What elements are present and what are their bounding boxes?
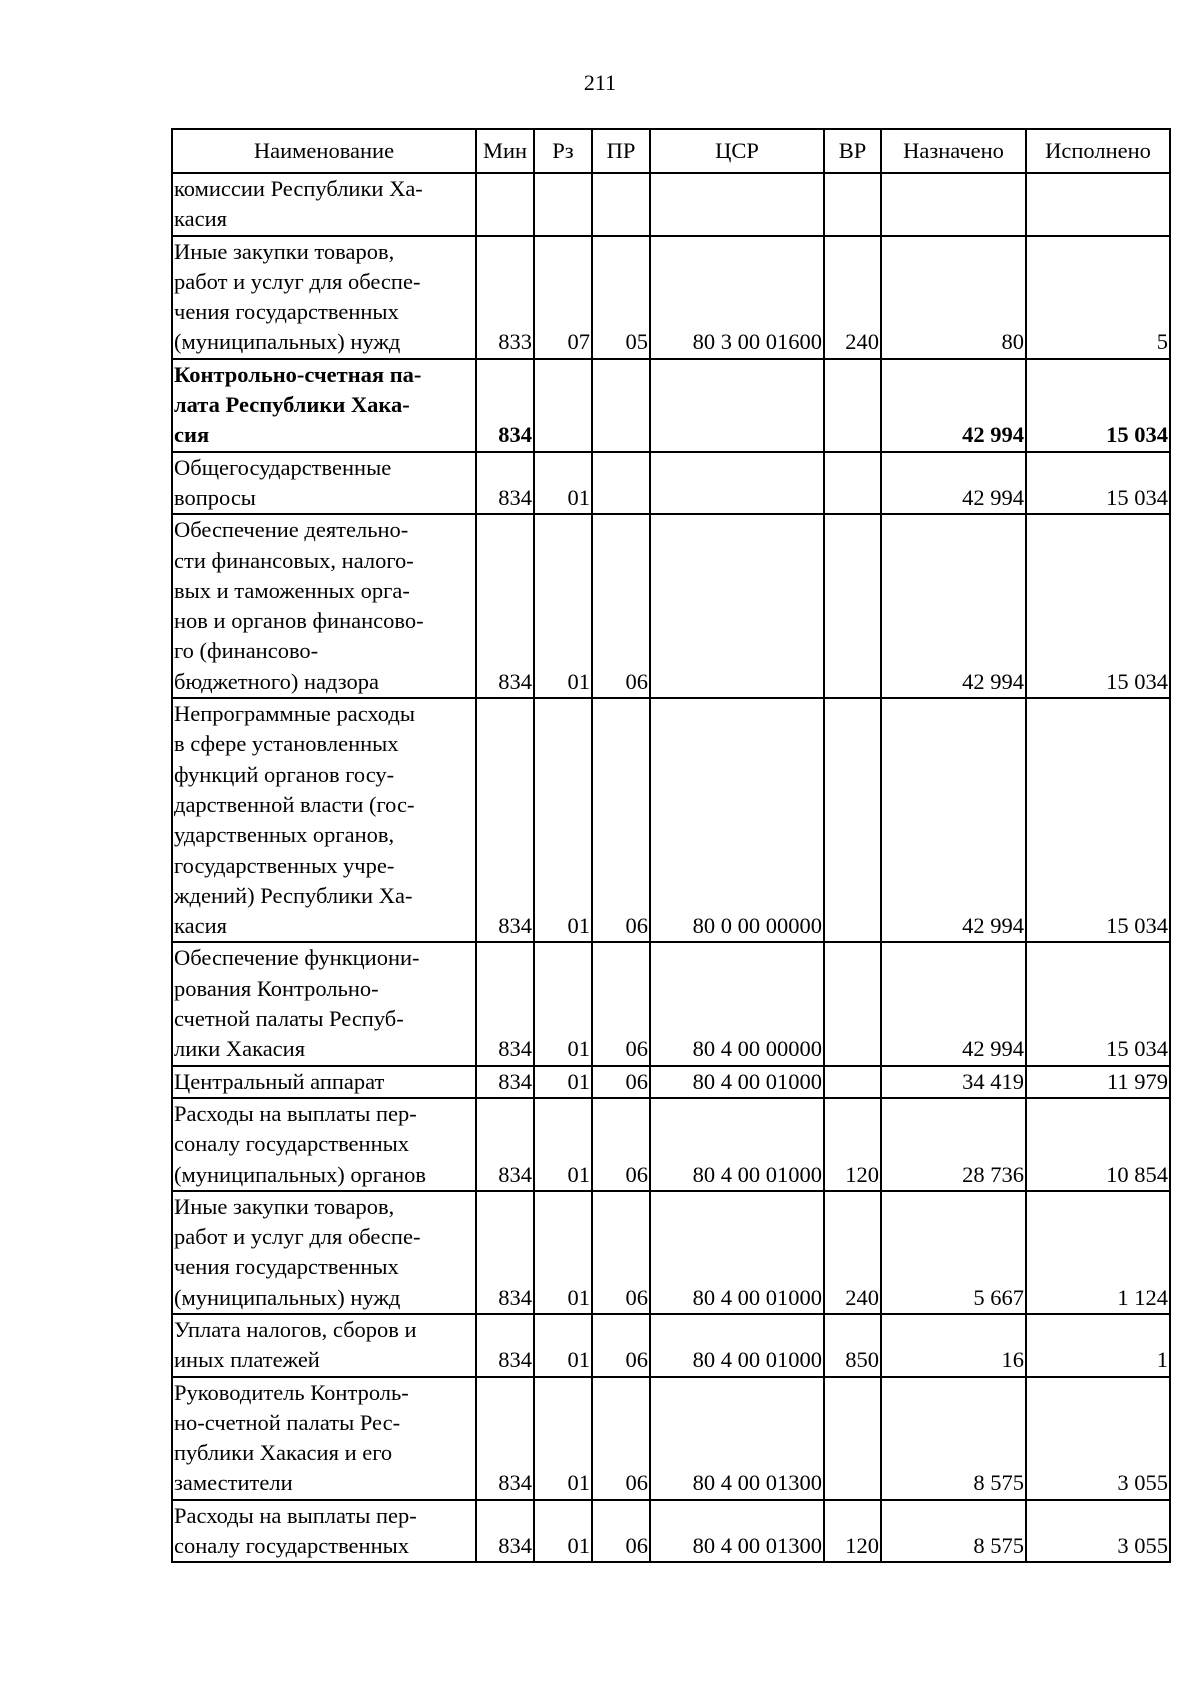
- cell-rz: 01: [534, 1314, 592, 1377]
- table-row: [172, 1377, 1170, 1500]
- cell-min: 834: [476, 1191, 534, 1314]
- column-header-vr: ВР: [824, 129, 881, 173]
- cell-assigned: 42 994: [881, 359, 1026, 452]
- cell-csr: 80 4 00 01300: [650, 1500, 824, 1563]
- cell-assigned: 34 419: [881, 1066, 1026, 1098]
- table-row: [172, 1314, 1170, 1377]
- cell-csr: 80 4 00 01000: [650, 1314, 824, 1377]
- cell-name: комиссии Республики Ха- касия: [172, 173, 476, 236]
- column-header-name: Наименование: [172, 129, 476, 173]
- table-row: [172, 1500, 1170, 1563]
- cell-rz: 01: [534, 1191, 592, 1314]
- cell-name: Расходы на выплаты пер- соналу государственных (муниципальных) органов: [172, 1098, 476, 1191]
- cell-executed: 15 034: [1026, 514, 1170, 698]
- cell-min: 833: [476, 236, 534, 359]
- cell-csr: [650, 514, 824, 698]
- cell-min: 834: [476, 1098, 534, 1191]
- cell-vr: 240: [824, 236, 881, 359]
- table-row: [172, 1066, 1170, 1098]
- cell-executed: 15 034: [1026, 359, 1170, 452]
- table-header-row: [172, 129, 1170, 173]
- table-row: [172, 698, 1170, 942]
- cell-vr: 120: [824, 1098, 881, 1191]
- cell-executed: 5: [1026, 236, 1170, 359]
- cell-rz: 01: [534, 942, 592, 1065]
- cell-min: 834: [476, 359, 534, 452]
- cell-assigned: 28 736: [881, 1098, 1026, 1191]
- cell-assigned: 8 575: [881, 1377, 1026, 1500]
- cell-pr: [592, 452, 650, 515]
- cell-csr: 80 4 00 00000: [650, 942, 824, 1065]
- cell-assigned: 5 667: [881, 1191, 1026, 1314]
- cell-min: 834: [476, 514, 534, 698]
- cell-assigned: [881, 173, 1026, 236]
- cell-min: 834: [476, 698, 534, 942]
- cell-min: 834: [476, 1377, 534, 1500]
- cell-vr: [824, 452, 881, 515]
- table-row: [172, 514, 1170, 698]
- cell-rz: 01: [534, 1500, 592, 1563]
- cell-name: Центральный аппарат: [172, 1066, 476, 1098]
- cell-rz: 01: [534, 514, 592, 698]
- cell-assigned: 42 994: [881, 942, 1026, 1065]
- cell-name: Обеспечение функциони- рования Контрольно- счетной палаты Респуб- лики Хакасия: [172, 942, 476, 1065]
- budget-table: [171, 128, 1171, 1563]
- page-number: 211: [583, 70, 617, 95]
- cell-pr: [592, 359, 650, 452]
- cell-vr: [824, 359, 881, 452]
- cell-assigned: 42 994: [881, 514, 1026, 698]
- cell-assigned: 42 994: [881, 698, 1026, 942]
- cell-name: Обеспечение деятельно- сти финансовых, налого- вых и таможенных орга- нов и органов финансово- го (финансово- бюджетного) надзора: [172, 514, 476, 698]
- cell-pr: 06: [592, 942, 650, 1065]
- column-header-rz: Рз: [534, 129, 592, 173]
- cell-csr: [650, 173, 824, 236]
- table-row: [172, 1191, 1170, 1314]
- cell-pr: 06: [592, 1500, 650, 1563]
- cell-min: 834: [476, 942, 534, 1065]
- cell-csr: 80 4 00 01000: [650, 1098, 824, 1191]
- cell-min: 834: [476, 1314, 534, 1377]
- cell-vr: [824, 942, 881, 1065]
- cell-executed: 15 034: [1026, 942, 1170, 1065]
- cell-csr: 80 4 00 01300: [650, 1377, 824, 1500]
- cell-name: Непрограммные расходы в сфере установленных функций органов госу- дарственной власти (гос- ударственных органов, государственных учре- ждений) Республики Ха- касия: [172, 698, 476, 942]
- cell-csr: [650, 452, 824, 515]
- column-header-min: Мин: [476, 129, 534, 173]
- cell-assigned: 16: [881, 1314, 1026, 1377]
- cell-pr: 06: [592, 1191, 650, 1314]
- table-row: [172, 1098, 1170, 1191]
- cell-executed: 3 055: [1026, 1377, 1170, 1500]
- column-header-assigned: Назначено: [881, 129, 1026, 173]
- column-header-csr: ЦСР: [650, 129, 824, 173]
- cell-pr: 06: [592, 1098, 650, 1191]
- cell-rz: [534, 173, 592, 236]
- cell-name: Общегосударственные вопросы: [172, 452, 476, 515]
- cell-executed: 15 034: [1026, 698, 1170, 942]
- cell-pr: 06: [592, 1377, 650, 1500]
- column-header-pr: ПР: [592, 129, 650, 173]
- cell-vr: 240: [824, 1191, 881, 1314]
- table-row: [172, 173, 1170, 236]
- cell-rz: 01: [534, 1098, 592, 1191]
- cell-executed: 1 124: [1026, 1191, 1170, 1314]
- cell-csr: 80 0 00 00000: [650, 698, 824, 942]
- cell-vr: [824, 173, 881, 236]
- cell-csr: [650, 359, 824, 452]
- cell-name: Контрольно-счетная па- лата Республики Хака- сия: [172, 359, 476, 452]
- cell-executed: 3 055: [1026, 1500, 1170, 1563]
- cell-executed: 1: [1026, 1314, 1170, 1377]
- cell-executed: 10 854: [1026, 1098, 1170, 1191]
- cell-pr: 06: [592, 1314, 650, 1377]
- cell-pr: 06: [592, 514, 650, 698]
- cell-vr: 120: [824, 1500, 881, 1563]
- cell-vr: [824, 698, 881, 942]
- cell-min: 834: [476, 1066, 534, 1098]
- cell-name: Расходы на выплаты пер- соналу государственных: [172, 1500, 476, 1563]
- cell-rz: 01: [534, 698, 592, 942]
- cell-min: [476, 173, 534, 236]
- table-body: [172, 173, 1170, 1562]
- table-row: [172, 236, 1170, 359]
- table-row: [172, 359, 1170, 452]
- column-header-executed: Исполнено: [1026, 129, 1170, 173]
- cell-vr: 850: [824, 1314, 881, 1377]
- cell-pr: 06: [592, 1066, 650, 1098]
- cell-vr: [824, 514, 881, 698]
- cell-rz: 01: [534, 1066, 592, 1098]
- cell-csr: 80 4 00 01000: [650, 1066, 824, 1098]
- cell-name: Иные закупки товаров, работ и услуг для обеспе- чения государственных (муниципальных) нужд: [172, 236, 476, 359]
- table-row: [172, 452, 1170, 515]
- cell-assigned: 42 994: [881, 452, 1026, 515]
- cell-assigned: 8 575: [881, 1500, 1026, 1563]
- cell-pr: 05: [592, 236, 650, 359]
- cell-vr: [824, 1066, 881, 1098]
- cell-name: Руководитель Контроль- но-счетной палаты Рес- публики Хакасия и его заместители: [172, 1377, 476, 1500]
- cell-rz: 07: [534, 236, 592, 359]
- cell-executed: [1026, 173, 1170, 236]
- cell-rz: [534, 359, 592, 452]
- cell-min: 834: [476, 452, 534, 515]
- cell-assigned: 80: [881, 236, 1026, 359]
- cell-pr: 06: [592, 698, 650, 942]
- cell-csr: 80 3 00 01600: [650, 236, 824, 359]
- cell-rz: 01: [534, 1377, 592, 1500]
- cell-executed: 15 034: [1026, 452, 1170, 515]
- cell-rz: 01: [534, 452, 592, 515]
- cell-min: 834: [476, 1500, 534, 1563]
- table-row: [172, 942, 1170, 1065]
- cell-name: Иные закупки товаров, работ и услуг для обеспе- чения государственных (муниципальных) нужд: [172, 1191, 476, 1314]
- cell-csr: 80 4 00 01000: [650, 1191, 824, 1314]
- cell-name: Уплата налогов, сборов и иных платежей: [172, 1314, 476, 1377]
- cell-vr: [824, 1377, 881, 1500]
- cell-executed: 11 979: [1026, 1066, 1170, 1098]
- cell-pr: [592, 173, 650, 236]
